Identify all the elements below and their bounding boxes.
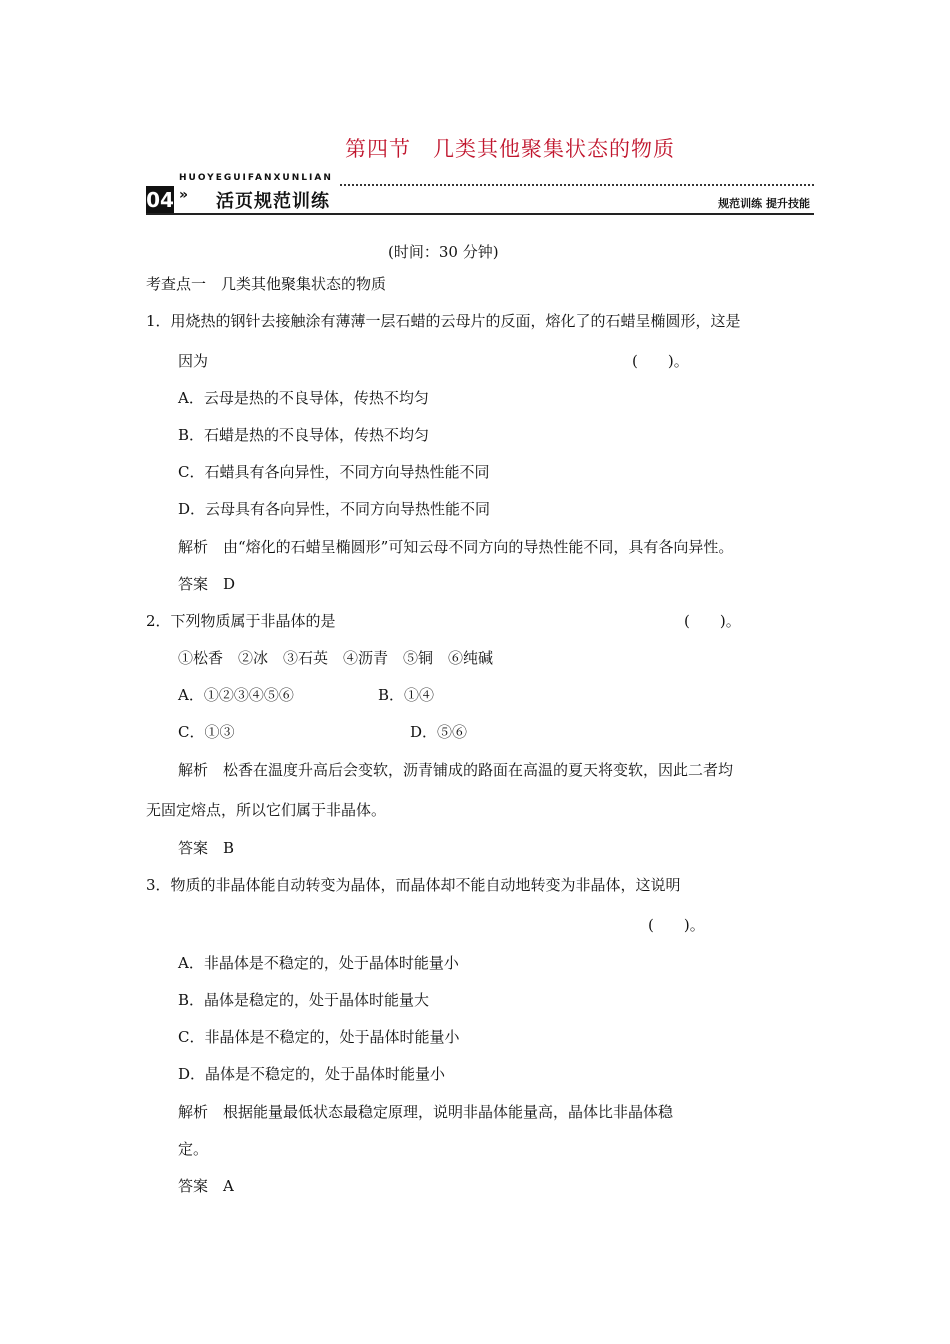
banner-tagline: 规范训练 提升技能 (718, 197, 810, 210)
q1-option-d: D．云母具有各向异性，不同方向导热性能不同 (178, 500, 491, 518)
q2-analysis-line1: 解析 松香在温度升高后会变软，沥青铺成的路面在高温的夏天将变软，因此二者均 (178, 761, 734, 779)
q2-items: ①松香 ②冰 ③石英 ④沥青 ⑤铜 ⑥纯碱 (178, 649, 494, 667)
banner-pinyin: HUOYEGUIFANXUNLIAN (179, 173, 333, 183)
q3-option-d: D．晶体是不稳定的，处于晶体时能量小 (178, 1065, 446, 1083)
q1-stem-line2: 因为 (178, 352, 209, 370)
section-heading: 考查点一 几类其他聚集状态的物质 (146, 275, 387, 293)
q3-analysis-line2: 定。 (178, 1140, 209, 1158)
q3-analysis-line1: 解析 根据能量最低状态最稳定原理，说明非晶体能量高，晶体比非晶体稳 (178, 1103, 674, 1121)
q2-option-d: D．⑤⑥ (410, 723, 468, 741)
q2-stem: 2．下列物质属于非晶体的是 (146, 612, 336, 630)
section-banner (146, 173, 814, 216)
q3-stem: 3．物质的非晶体能自动转变为晶体，而晶体却不能自动地转变为非晶体，这说明 (146, 876, 681, 894)
banner-dotted-rule (340, 184, 814, 186)
q3-option-b: B．晶体是稳定的，处于晶体时能量大 (178, 991, 430, 1009)
q1-option-b: B．石蜡是热的不良导体，传热不均匀 (178, 426, 430, 444)
q1-answer-bracket: ( )。 (632, 352, 689, 370)
q2-answer: 答案 B (178, 839, 235, 857)
q3-answer: 答案 A (178, 1177, 234, 1195)
q1-analysis: 解析 由“熔化的石蜡呈椭圆形”可知云母不同方向的导热性能不同，具有各向异性。 (178, 538, 734, 556)
time-note: (时间：30 分钟) (388, 243, 499, 261)
page-title: 第四节 几类其他聚集状态的物质 (345, 137, 675, 161)
chevron-icon: » (179, 187, 189, 203)
q2-analysis-line2: 无固定熔点，所以它们属于非晶体。 (146, 801, 387, 819)
q1-option-c: C．石蜡具有各向异性，不同方向导热性能不同 (178, 463, 490, 481)
q2-option-b: B．①④ (378, 686, 435, 704)
q2-option-a: A．①②③④⑤⑥ (178, 686, 294, 704)
q1-stem-line1: 1．用烧热的钢针去接触涂有薄薄一层石蜡的云母片的反面，熔化了的石蜡呈椭圆形，这是 (146, 312, 741, 330)
q2-option-c: C．①③ (178, 723, 235, 741)
q1-option-a: A．云母是热的不良导体，传热不均匀 (178, 389, 429, 407)
q3-option-c: C．非晶体是不稳定的，处于晶体时能量小 (178, 1028, 460, 1046)
banner-heading: 活页规范训练 (216, 191, 330, 212)
banner-rule (146, 213, 814, 215)
q1-answer: 答案 D (178, 575, 236, 593)
q2-answer-bracket: ( )。 (684, 612, 741, 630)
banner-number-badge: 04 (146, 188, 174, 212)
q3-option-a: A．非晶体是不稳定的，处于晶体时能量小 (178, 954, 459, 972)
q3-answer-bracket: ( )。 (648, 916, 705, 934)
